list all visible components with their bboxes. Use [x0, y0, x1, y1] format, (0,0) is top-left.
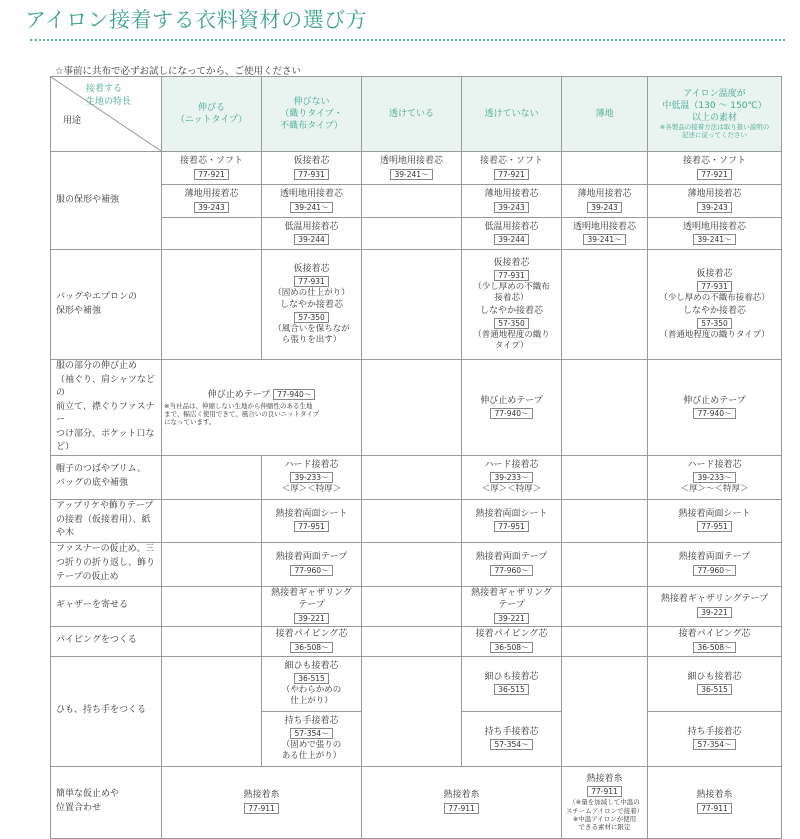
product-code: 39-233～ [290, 472, 332, 483]
product-cell: 薄地用接着芯 39-243 [162, 185, 262, 218]
table-row [51, 586, 782, 626]
product-code: 39-221 [294, 613, 329, 624]
product-cell: 持ち手接着芯 57-354～ （固めで張りの ある仕上がり） [262, 711, 362, 766]
product-cell: 仮接着芯 77-931 （固めの仕上がり） しなやか接着芯 57-350 （風合いを保ちなが ら張りを出す） [262, 250, 362, 360]
empty-cell [362, 218, 462, 250]
table-row [51, 656, 782, 711]
product-code: 77-951 [697, 521, 732, 532]
product-code: 77-940～ [490, 408, 532, 419]
product-code: 39-243 [494, 202, 529, 213]
product-code: 77-911 [697, 803, 732, 814]
product-code: 77-921 [697, 169, 732, 180]
product-cell: 透明地用接着芯 39-241～ [362, 152, 462, 185]
product-cell: 熱接着ギャザリング テープ 39-221 [462, 586, 562, 626]
product-code: 77-931 [494, 270, 529, 281]
product-cell: 接着パイピング芯 36-508～ [462, 626, 562, 656]
product-cell: 伸び止めテープ 77-940～ [648, 360, 782, 456]
selection-table [50, 76, 782, 839]
empty-cell [162, 656, 262, 766]
empty-cell [162, 455, 262, 499]
empty-cell [562, 152, 648, 185]
table-row [51, 542, 782, 586]
product-code: 77-960～ [693, 565, 735, 576]
product-code: 77-911 [244, 803, 279, 814]
usage-header-cell [51, 77, 162, 152]
product-cell: 低温用接着芯 39-244 [262, 218, 362, 250]
col-opaque: 透けていない [462, 77, 562, 152]
product-code: 39-243 [697, 202, 732, 213]
product-cell: 持ち手接着芯 57-354～ [462, 711, 562, 766]
product-cell: 透明地用接着芯 39-241～ [648, 218, 782, 250]
col-sheer: 透けている [362, 77, 462, 152]
product-code: 77-921 [494, 169, 529, 180]
product-code: 57-354～ [490, 739, 532, 750]
product-code: 57-350 [494, 318, 529, 329]
product-cell: 薄地用接着芯 39-243 [648, 185, 782, 218]
empty-cell [162, 499, 262, 542]
product-code: 77-951 [294, 521, 329, 532]
empty-cell [362, 656, 462, 766]
table-row [51, 152, 782, 185]
empty-cell [362, 626, 462, 656]
usage-cell: パイピングをつくる [51, 626, 162, 656]
product-code: 77-960～ [490, 565, 532, 576]
advisory-note: ☆事前に共布で必ずお試しになってから、ご使用ください [55, 66, 302, 77]
product-cell: 熱接着糸 77-911 （※量を加減して中温の スチームアイロンで接着） ※中温アイロンが使用 できる素材に限定 [562, 766, 648, 838]
product-code: 39-244 [494, 234, 529, 245]
usage-cell: バッグやエプロンの 保形や補強 [51, 250, 162, 360]
col-nonstretch: 伸びない （織りタイプ・ 不織布タイプ） [262, 77, 362, 152]
product-cell: 熱接着ギャザリングテープ 39-221 [648, 586, 782, 626]
empty-cell [362, 542, 462, 586]
empty-cell [562, 360, 648, 456]
usage-cell: 簡単な仮止めや 位置合わせ [51, 766, 162, 838]
product-cell: 熱接着糸 77-911 [648, 766, 782, 838]
product-cell: ハード接着芯 39-233～ ＜厚＞＜特厚＞ [462, 455, 562, 499]
usage-cell: ひも、持ち手をつくる [51, 656, 162, 766]
product-cell: 熱接着両面シート 77-951 [262, 499, 362, 542]
empty-cell [562, 250, 648, 360]
product-code: 77-960～ [290, 565, 332, 576]
empty-cell [362, 185, 462, 218]
product-code: 77-931 [697, 281, 732, 292]
empty-cell [162, 250, 262, 360]
product-cell: 伸び止めテープ 77-940～ ※当社品は、伸縮しない生地から伸縮性のある生地 まで、幅広く使用できて、風合いの良いニットタイプ になっています。 [162, 360, 362, 456]
product-code: 57-350 [294, 312, 329, 323]
product-code: 39-221 [697, 607, 732, 618]
product-code: 36-508～ [290, 642, 332, 653]
usage-cell: ギャザーを寄せる [51, 586, 162, 626]
table-row [51, 455, 782, 499]
product-cell: 熱接着両面テープ 77-960～ [648, 542, 782, 586]
product-cell: 熱接着両面シート 77-951 [462, 499, 562, 542]
product-code: 36-515 [697, 684, 732, 695]
product-cell: 細ひも接着芯 36-515 （やわらかめの 仕上がり） [262, 656, 362, 711]
product-code: 39-241～ [390, 169, 432, 180]
product-cell: 熱接着両面テープ 77-960～ [262, 542, 362, 586]
empty-cell [362, 499, 462, 542]
empty-cell [362, 455, 462, 499]
empty-cell [162, 586, 262, 626]
product-code: 77-921 [194, 169, 229, 180]
empty-cell [562, 586, 648, 626]
product-code: 57-354～ [693, 739, 735, 750]
product-code: 39-243 [587, 202, 622, 213]
product-cell: 接着芯・ソフト 77-921 [462, 152, 562, 185]
product-cell: 仮接着芯 77-931 [262, 152, 362, 185]
product-code: 36-515 [494, 684, 529, 695]
product-code: 39-233～ [693, 472, 735, 483]
material-feature-label: 接着する 生地の特長 [85, 84, 131, 107]
product-cell: 接着パイピング芯 36-508～ [648, 626, 782, 656]
product-code: 77-931 [294, 276, 329, 287]
product-cell: 仮接着芯 77-931 （少し厚めの不織布 接着芯） しなやか接着芯 57-350 （普通地程度の織り タイプ） [462, 250, 562, 360]
usage-cell: アップリケや飾りテープ の接着（仮接着用）、紙 や木 [51, 499, 162, 542]
empty-cell [562, 455, 648, 499]
product-code: 39-221 [494, 613, 529, 624]
product-cell: 透明地用接着芯 39-241～ [262, 185, 362, 218]
page-title: アイロン接着する衣料資材の選び方 [25, 8, 368, 32]
product-cell: 仮接着芯 77-931 （少し厚めの不織布接着芯） しなやか接着芯 57-350 （普通地程度の織りタイプ） [648, 250, 782, 360]
empty-cell [162, 218, 262, 250]
product-cell: 細ひも接着芯 36-515 [462, 656, 562, 711]
usage-label: 用途 [63, 116, 82, 126]
dotted-divider [30, 39, 785, 41]
usage-cell: 帽子のつばやブリム、 バッグの底や補強 [51, 455, 162, 499]
product-code: 57-350 [697, 318, 732, 329]
product-cell: 薄地用接着芯 39-243 [562, 185, 648, 218]
product-code: 77-940～ [273, 389, 315, 400]
empty-cell [362, 586, 462, 626]
table-row [51, 766, 782, 838]
empty-cell [162, 542, 262, 586]
product-code: 39-243 [194, 202, 229, 213]
product-cell: 熱接着両面シート 77-951 [648, 499, 782, 542]
col-iron-temp: アイロン温度が 中低温（130 ～ 150℃） 以上の素材 ※各製品の接着方法は取り扱い説明の 記述に従ってください [648, 77, 782, 152]
product-cell: ハード接着芯 39-233～ ＜厚＞～＜特厚＞ [648, 455, 782, 499]
product-cell: 熱接着ギャザリング テープ 39-221 [262, 586, 362, 626]
product-code: 39-244 [294, 234, 329, 245]
empty-cell [362, 250, 462, 360]
product-cell: 熱接着糸 77-911 [362, 766, 562, 838]
product-code: 39-233～ [490, 472, 532, 483]
product-code: 39-241～ [583, 234, 625, 245]
header-row [51, 77, 782, 152]
product-cell: 持ち手接着芯 57-354～ [648, 711, 782, 766]
product-code: 36-508～ [693, 642, 735, 653]
product-cell: 伸び止めテープ 77-940～ [462, 360, 562, 456]
product-cell: 接着芯・ソフト 77-921 [648, 152, 782, 185]
product-code: 77-951 [494, 521, 529, 532]
product-cell: 熱接着糸 77-911 [162, 766, 362, 838]
product-cell: 透明地用接着芯 39-241～ [562, 218, 648, 250]
product-code: 77-931 [294, 169, 329, 180]
product-cell: 低温用接着芯 39-244 [462, 218, 562, 250]
product-code: 77-940～ [693, 408, 735, 419]
product-cell: 熱接着両面テープ 77-960～ [462, 542, 562, 586]
product-cell: ハード接着芯 39-233～ ＜厚＞＜特厚＞ [262, 455, 362, 499]
product-code: 57-354～ [290, 728, 332, 739]
usage-cell: ファスナーの仮止め、三 つ折りの折り返し、飾り テープの仮止め [51, 542, 162, 586]
col-stretch: 伸びる （ニットタイプ） [162, 77, 262, 152]
table-row [51, 626, 782, 656]
empty-cell [562, 626, 648, 656]
product-code: 36-515 [294, 673, 329, 684]
product-code: 77-911 [587, 786, 622, 797]
table-row [51, 360, 782, 456]
empty-cell [162, 626, 262, 656]
product-code: 39-241～ [290, 202, 332, 213]
table-row [51, 499, 782, 542]
product-cell: 接着芯・ソフト 77-921 [162, 152, 262, 185]
usage-cell: 服の保形や補強 [51, 152, 162, 250]
product-code: 77-911 [444, 803, 479, 814]
col-thin: 薄地 [562, 77, 648, 152]
product-cell: 細ひも接着芯 36-515 [648, 656, 782, 711]
empty-cell [562, 499, 648, 542]
empty-cell [562, 656, 648, 766]
product-cell: 接着パイピング芯 36-508～ [262, 626, 362, 656]
product-code: 39-241～ [693, 234, 735, 245]
product-cell: 薄地用接着芯 39-243 [462, 185, 562, 218]
product-code: 36-508～ [490, 642, 532, 653]
table-row [51, 250, 782, 360]
empty-cell [562, 542, 648, 586]
empty-cell [362, 360, 462, 456]
usage-cell: 服の部分の伸び止め （袖ぐり、肩シャツなどの 前立て、襟ぐりファスナー つけ部分、ポケット口など） [51, 360, 162, 456]
